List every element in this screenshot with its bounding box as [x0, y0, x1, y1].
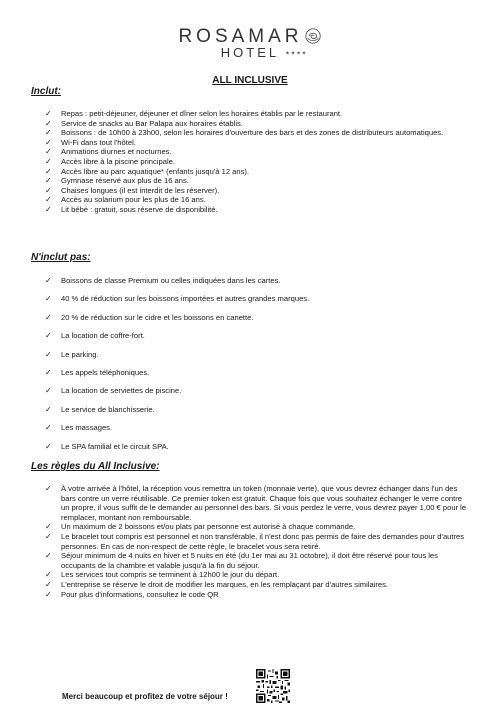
- check-icon: ✓: [45, 484, 52, 493]
- list-item: ✓ Chaises longues (il est interdit de les réserver).: [45, 185, 220, 195]
- rules-heading: Les règles du All Inclusive:: [31, 461, 160, 472]
- list-item: ✓ Accès libre au parc aquatique* (enfants jusqu'à 12 ans).: [45, 166, 250, 176]
- check-icon: ✓: [45, 386, 52, 396]
- included-list: [45, 109, 470, 215]
- list-item: ✓ L'entreprise se réserve le droit de modifier les marques, en les remplaçant par d'autres similaires.: [45, 579, 389, 589]
- included-heading: Inclut:: [31, 86, 61, 97]
- list-item: ✓ Lit bébé : gratuit, sous réserve de disponibilité.: [45, 204, 218, 214]
- check-icon: ✓: [45, 522, 52, 532]
- check-icon: ✓: [45, 570, 52, 580]
- qr-code-icon[interactable]: [256, 669, 290, 703]
- list-item: ✓ Boissons de classe Premium ou celles indiquées dans les cartes.: [45, 276, 281, 285]
- list-item: ✓ Les massages.: [45, 423, 113, 433]
- check-icon: ✓: [45, 276, 52, 285]
- page-title: ALL INCLUSIVE: [212, 75, 288, 86]
- check-icon: ✓: [45, 404, 52, 414]
- list-item: ✓ Le bracelet tout compris est personnel et non transférable, il n'est donc pas permis de faire des demandes pour d'autres personnes. En cas de non-respect de cette règle, le bracelet vous sera retiré.: [45, 531, 465, 551]
- check-icon: ✓: [45, 589, 52, 599]
- rules-list: [45, 484, 470, 599]
- list-item: ✓ Accès libre à la piscine principale.: [45, 156, 175, 166]
- brand-name: ROSAMAR: [178, 26, 303, 47]
- check-icon: ✓: [45, 367, 52, 377]
- hotel-label: HOTEL: [220, 45, 279, 60]
- check-icon: ✓: [45, 294, 52, 304]
- check-icon: ✓: [45, 531, 52, 541]
- list-item: ✓ Boissons : de 10h00 à 23h00, selon les horaires d'ouverture des bars et des zones de distributeurs automatiques.: [45, 128, 444, 138]
- star-rating: ★★★★: [285, 50, 308, 57]
- list-item: ✓ Accès au solarium pour les plus de 16 ans.: [45, 195, 206, 205]
- check-icon: ✓: [45, 423, 52, 433]
- excluded-heading: N'inclut pas:: [31, 252, 91, 263]
- list-item: ✓ Le parking.: [45, 349, 99, 359]
- list-item: ✓ Gymnase réservé aux plus de 16 ans.: [45, 176, 189, 186]
- list-item: ✓ Un maximum de 2 boissons et/ou plats par personne est autorisé à chaque commande.: [45, 522, 356, 532]
- thanks-message: Merci beaucoup et profitez de votre séjour !: [62, 692, 228, 701]
- check-icon: ✓: [45, 579, 52, 589]
- list-item: ✓ Séjour minimum de 4 nuits en hiver et 5 nuits en été (du 1er mai au 31 octobre), il doit être réservé pour tous les occupants de la chambre et valable jusqu'à la fin du séjour.: [45, 551, 438, 570]
- hotel-logo: [0, 26, 500, 60]
- check-icon: ✓: [45, 441, 52, 451]
- list-item: ✓ Wi-Fi dans tout l'hôtel.: [45, 137, 136, 147]
- list-item: ✓ Repas : petit-déjeuner, déjeuner et dîner selon les horaires établis par le restaurant.: [45, 109, 343, 118]
- list-item: ✓ Animations diurnes et nocturnes.: [45, 147, 172, 157]
- check-icon: ✓: [45, 118, 52, 128]
- check-icon: ✓: [45, 349, 52, 359]
- list-item: ✓ Le service de blanchisserie.: [45, 404, 155, 414]
- check-icon: ✓: [45, 195, 52, 205]
- check-icon: ✓: [45, 147, 52, 157]
- list-item: ✓ Service de snacks au Bar Palapa aux horaires établis.: [45, 118, 243, 128]
- check-icon: ✓: [45, 137, 52, 147]
- check-icon: ✓: [45, 204, 52, 214]
- excluded-list: [45, 276, 470, 460]
- list-item: ✓ À votre arrivée à l'hôtel, la réception vous remettra un token (monnaie verte), que vous devrez échanger dans l'un des bars contre un verre réutilisable. Ce premier token est gratuit. Chaque fois que vous souhaitez échanger le verre contre un propre, il vous suffit de le demander au personnel des bars. Si vous perdez le verre, vous devrez payer 1,00 € pour le remplacer, montant non remboursable.: [45, 484, 467, 522]
- check-icon: ✓: [45, 331, 52, 341]
- list-item: ✓ La location de coffre-fort.: [45, 331, 145, 341]
- check-icon: ✓: [45, 156, 52, 166]
- rose-icon: [304, 27, 322, 45]
- check-icon: ✓: [45, 185, 52, 195]
- list-item: ✓ 40 % de réduction sur les boissons importées et autres grandes marques.: [45, 294, 310, 304]
- check-icon: ✓: [45, 312, 52, 322]
- list-item: ✓ Le SPA familial et le circuit SPA.: [45, 441, 169, 451]
- check-icon: ✓: [45, 128, 52, 138]
- check-icon: ✓: [45, 551, 52, 561]
- list-item: ✓ Les services tout compris se terminent à 12h00 le jour du départ.: [45, 570, 280, 580]
- list-item: ✓ Les appels téléphoniques.: [45, 367, 150, 377]
- list-item: ✓ 20 % de réduction sur le cidre et les boissons en canette.: [45, 312, 254, 322]
- list-item: ✓ La location de serviettes de piscine.: [45, 386, 182, 396]
- list-item: ✓ Pour plus d'informations, consultez le code QR: [45, 589, 219, 599]
- check-icon: ✓: [45, 109, 52, 118]
- check-icon: ✓: [45, 166, 52, 176]
- check-icon: ✓: [45, 176, 52, 186]
